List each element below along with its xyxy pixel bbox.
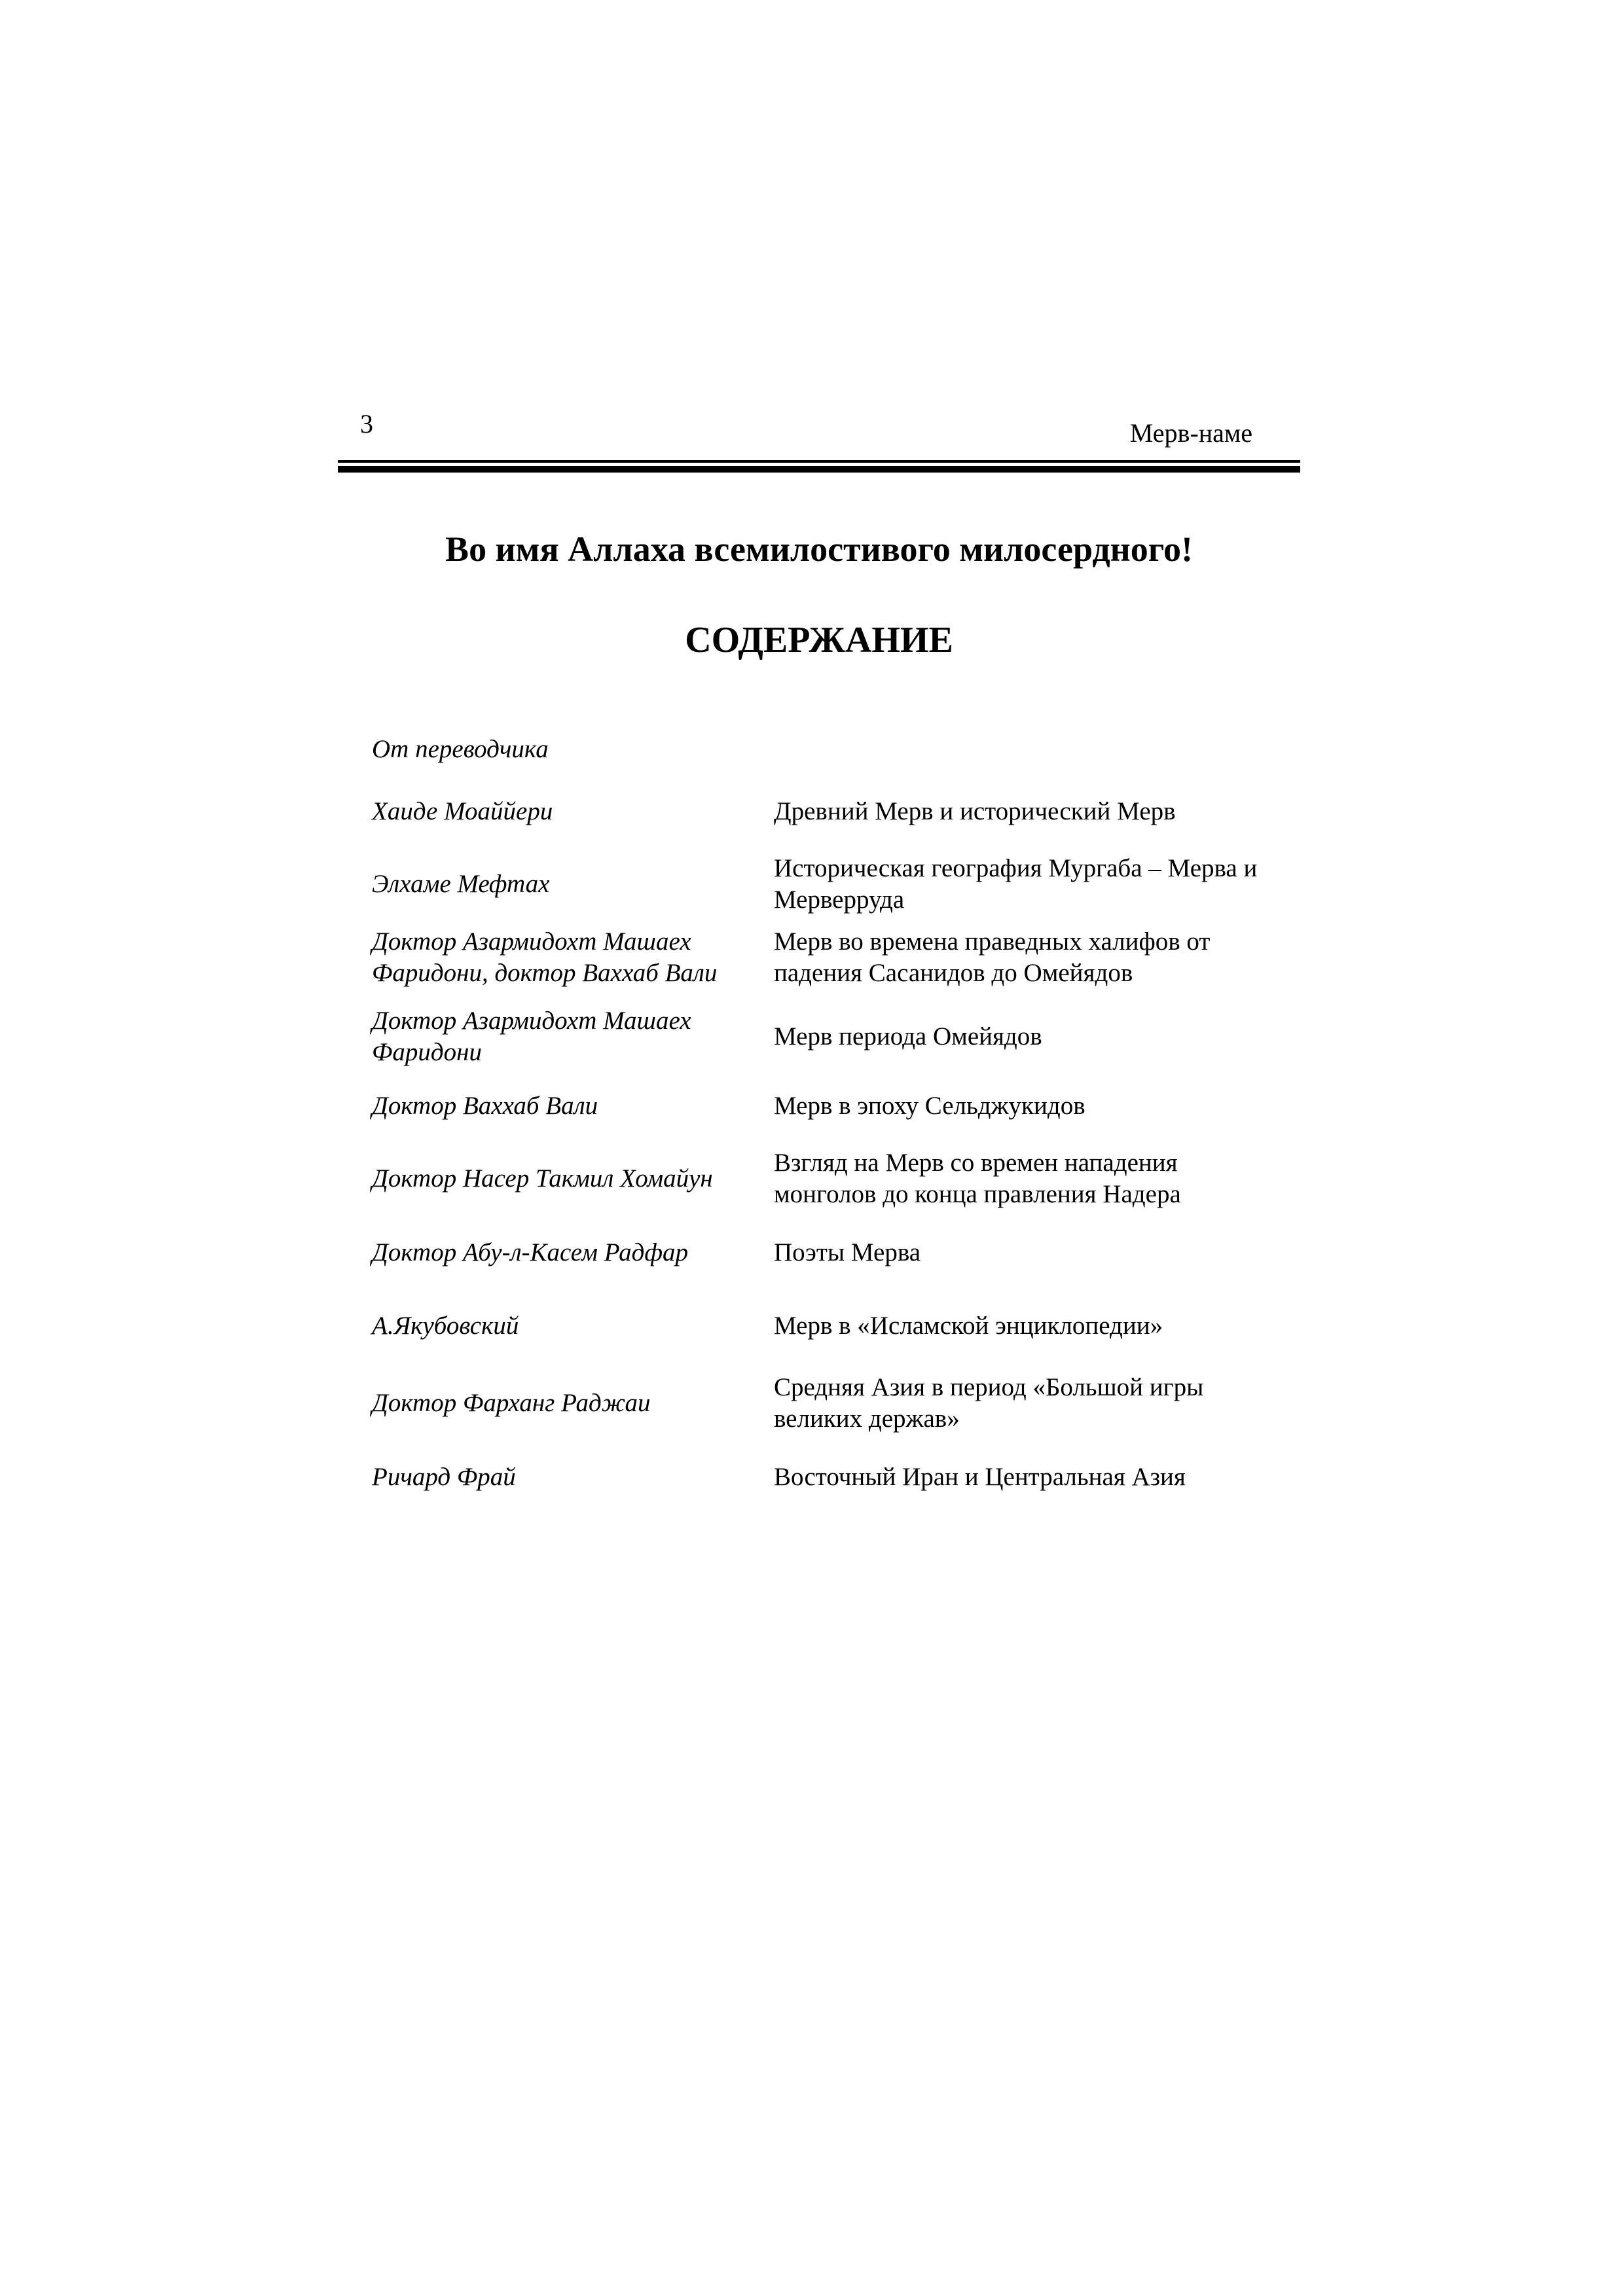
toc-entry	[372, 1136, 1288, 1221]
toc-title: Мерв периода Омейядов	[774, 1022, 1042, 1050]
running-title: Мерв-наме	[1129, 418, 1252, 448]
toc-author: Ричард Фрай	[372, 1463, 516, 1491]
toc-author: Хаиде Моаййери	[372, 797, 553, 825]
invocation-heading: Во имя Аллаха всемилостивого милосердного!	[445, 529, 1193, 569]
toc-entry	[372, 851, 1288, 918]
table-of-contents	[372, 726, 1288, 1516]
toc-title: Средняя Азия в период «Большой игры великих держав»	[774, 1373, 1204, 1433]
toc-entry	[372, 918, 1288, 997]
toc-author: Доктор Азармидохт Машаех Фаридони, доктор Ваххаб Вали	[372, 927, 718, 987]
toc-entry	[372, 1368, 1288, 1439]
header-rule-thick	[338, 466, 1300, 473]
toc-title: Взгляд на Мерв со времен нападения монголов до конца правления Надера	[774, 1149, 1181, 1208]
toc-author: От переводчика	[372, 735, 549, 763]
toc-title: Восточный Иран и Центральная Азия	[774, 1463, 1186, 1491]
toc-entry	[372, 1439, 1288, 1516]
toc-entry	[372, 1221, 1288, 1284]
toc-title: Древний Мерв и исторический Мерв	[774, 797, 1176, 825]
toc-author: Доктор Абу-л-Касем Радфар	[372, 1238, 689, 1266]
toc-author: Доктор Фарханг Раджаи	[372, 1389, 651, 1417]
toc-author: Элхаме Мефтах	[372, 870, 550, 898]
toc-entry	[372, 1284, 1288, 1368]
toc-heading: СОДЕРЖАНИЕ	[685, 620, 953, 660]
toc-title: Историческая география Мургаба – Мерва и Мерверруда	[774, 854, 1258, 914]
toc-title: Поэты Мерва	[774, 1238, 921, 1266]
page-number: 3	[360, 409, 373, 439]
toc-entry	[372, 726, 1288, 772]
toc-author: А.Якубовский	[372, 1312, 519, 1340]
toc-title: Мерв в «Исламской энциклопедии»	[774, 1312, 1163, 1340]
header-rule-thin	[338, 460, 1300, 463]
toc-entry	[372, 772, 1288, 851]
toc-author: Доктор Насер Такмил Хомайун	[372, 1164, 713, 1193]
toc-author: Доктор Ваххаб Вали	[372, 1092, 598, 1120]
toc-entry	[372, 1076, 1288, 1136]
toc-author: Доктор Азармидохт Машаех Фаридони	[372, 1007, 691, 1066]
toc-title: Мерв в эпоху Сельджукидов	[774, 1092, 1085, 1120]
toc-entry	[372, 997, 1288, 1076]
toc-title: Мерв во времена праведных халифов от падения Сасанидов до Омейядов	[774, 927, 1211, 987]
